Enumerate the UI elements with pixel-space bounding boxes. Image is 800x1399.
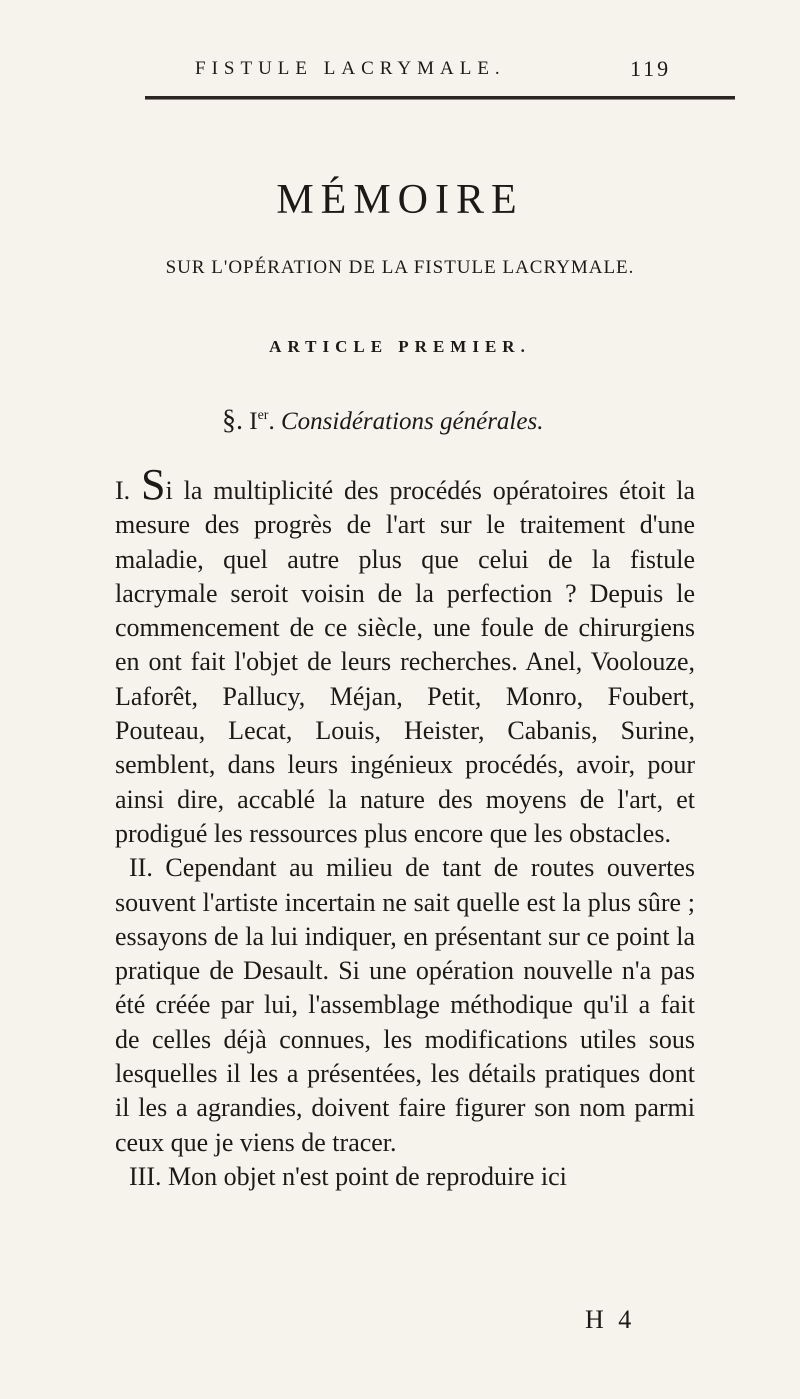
article-heading: ARTICLE PREMIER. bbox=[269, 337, 531, 356]
paragraph-2-numeral: II. bbox=[129, 853, 166, 883]
paragraph-3-numeral: III. bbox=[129, 1161, 168, 1191]
paragraph-1-text: i la multiplicité des procédés opératoires étoit la mesure des progrès de l'art sur le traitement d'une maladie, quel autre plus que celui de la fistule lacrymale seroit voisin de la perfection ? Depuis le commencement de ce siècle, une foule de chirurgiens en ont fait l'objet de leurs recherches. Anel, Voolouze, Laforêt, Pallucy, Méjan, Petit, Monro, Foubert, Pouteau, Lecat, Louis, Heister, Cabanis, Surine, semblent, dans leurs ingénieux procédés, avoir, pour ainsi dire, accablé la nature des moyens de l'art, et prodigué les ressources plus encore que les obstacles. bbox=[115, 476, 695, 848]
signature-mark: H 4 bbox=[585, 1305, 636, 1334]
page-number: 119 bbox=[630, 56, 672, 81]
section-number-sup: er bbox=[257, 408, 269, 423]
main-title: MÉMOIRE bbox=[276, 177, 524, 224]
paragraph-1 bbox=[115, 460, 695, 851]
header-rule bbox=[145, 96, 735, 100]
paragraph-3-text: Mon objet n'est point de reproduire ici bbox=[167, 1161, 567, 1191]
subtitle: SUR L'OPÉRATION DE LA FISTULE LACRYMALE. bbox=[165, 257, 635, 278]
section-heading: §. Ier. Considérations générales. bbox=[222, 405, 544, 436]
running-head: FISTULE LACRYMALE. bbox=[195, 58, 506, 79]
paragraph-1-numeral: I. bbox=[115, 476, 142, 505]
section-symbol: §. bbox=[222, 405, 243, 436]
drop-cap: S bbox=[141, 460, 166, 509]
body-text bbox=[115, 460, 695, 1194]
paragraph-3 bbox=[115, 1160, 695, 1194]
section-number: I bbox=[249, 408, 258, 435]
paragraph-2 bbox=[115, 851, 695, 1160]
section-title: Considérations générales. bbox=[280, 408, 544, 435]
paragraph-2-text: Cependant au milieu de tant de routes ouvertes souvent l'artiste incertain ne sait quelle est la plus sûre ; essayons de la lui indiquer, en présentant sur ce point la pratique de Desault. Si une opération nouvelle n'a pas été créée par lui, l'assemblage méthodique qu'il a fait de celles déjà connues, les modifications utiles sous lesquelles il les a présentées, les détails pratiques dont il les a agrandies, doivent faire figurer son nom parmi ceux que je viens de tracer. bbox=[115, 853, 695, 1157]
